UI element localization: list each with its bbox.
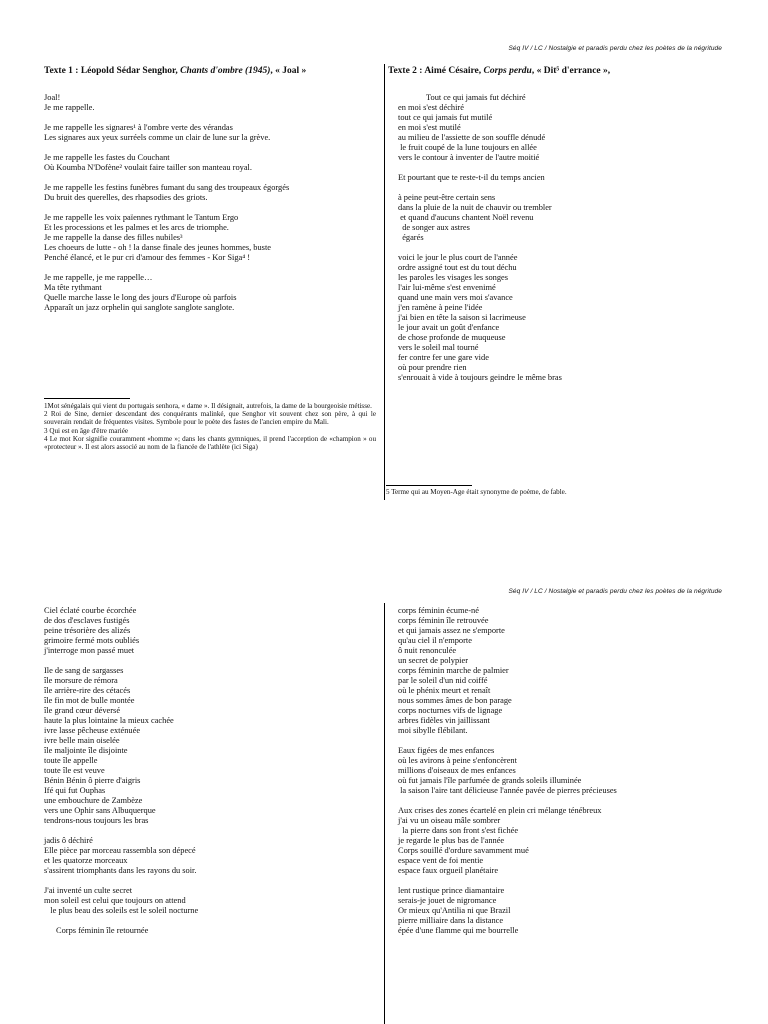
poem-line: Où Koumba N'Dofène² voulait faire tailler son manteau royal. — [44, 163, 252, 172]
poem-line — [398, 796, 617, 806]
poem-line: Eaux figées de mes enfances — [398, 746, 495, 755]
poem-line: les paroles les visages les songes — [398, 273, 509, 282]
poem-line: Je me rappelle, je me rappelle… — [44, 273, 153, 282]
poem-line: le jour avait un goût d'enfance — [398, 323, 500, 332]
page2-right-poem — [398, 606, 617, 936]
poem-line: où pour prendre rien — [398, 363, 467, 372]
poem-line: en moi s'est déchiré — [398, 103, 464, 112]
poem-line — [398, 183, 562, 193]
text2-label: Texte 2 : Aimé Césaire, — [388, 66, 484, 76]
poem-line: Corps souillé d'ordure savamment mué — [398, 846, 529, 855]
footnote: 2 Roi de Sine, dernier descendant des conquérants malinké, que Senghor vit souvent chez son père, à qui le souverain rendait de fréquentes visites. Symbole pour le poète des fastes de l'ancien empire du Mali. — [44, 410, 376, 427]
poem-line: jadis ô déchiré — [44, 836, 93, 845]
poem-line: corps féminin île retrouvée — [398, 616, 489, 625]
text2-work: Corps perdu — [483, 66, 532, 76]
text1-poem — [44, 93, 289, 313]
poem-line: Elle pièce par morceau rassembla son dépecé — [44, 846, 196, 855]
text2-title: , « Dit⁵ d'errance », — [531, 66, 611, 76]
poem-line: millions d'oiseaux de mes enfances — [398, 766, 516, 775]
poem-line: Je me rappelle les signares¹ à l'ombre verte des vérandas — [44, 123, 233, 132]
footnote: 4 Le mot Kor signifie couramment «homme »; dans les chants gymniques, il prend l'acception de «champion » ou «protecteur ». Il est alors associé au nom de la fiancée de l'athlète (ici Siga) — [44, 434, 376, 452]
poem-line: île morsure de rémora — [44, 676, 118, 685]
poem-line: pierre milliaire dans la distance — [398, 916, 504, 925]
poem-line: espace faux orgueil planétaire — [398, 866, 499, 875]
poem-line: haute la plus lointaine la mieux cachée — [44, 716, 174, 725]
poem-line: Apparaît un jazz orphelin qui sanglote sanglote sanglote. — [44, 303, 235, 312]
poem-line: Or mieux qu'Antilia ni que Brazil — [398, 906, 511, 915]
poem-line: le fruit coupé de la lune toujours en allée — [398, 143, 537, 152]
poem-line: la saison l'aire tant délicieuse l'année pavée de pierres précieuses — [398, 786, 617, 795]
poem-line: grimoire fermé mots oubliés — [44, 636, 140, 645]
poem-line: vers le contour à inventer de l'autre moitié — [398, 153, 540, 162]
poem-line: Les choeurs de lutte - oh ! la danse finale des jeunes hommes, buste — [44, 243, 271, 252]
text2-heading — [388, 66, 610, 76]
poem-line: où le phénix meurt et renaît — [398, 686, 491, 695]
poem-line: j'en ramène à peine l'idée — [398, 303, 483, 312]
poem-line: toute île appelle — [44, 756, 98, 765]
poem-line: ivre belle main oiselée — [44, 736, 120, 745]
footnote: 1Mot sénégalais qui vient du portugais senhora, « dame ». Il désignait, autrefois, la dame de la bourgeoisie métisse. — [44, 402, 372, 410]
running-header-top: Séq IV / LC / Nostalgie et paradis perdu chez les poètes de la négritude — [508, 45, 722, 52]
poem-line: un secret de polypier — [398, 656, 468, 665]
poem-line — [398, 876, 617, 886]
poem-line: île grand cœur déversé — [44, 706, 121, 715]
poem-line — [44, 876, 198, 886]
footnote-rule-right — [386, 485, 472, 486]
poem-line: lent rustique prince diamantaire — [398, 886, 505, 895]
poem-line: arbres fidèles vin jaillissant — [398, 716, 490, 725]
poem-line: l'air lui-même s'est envenimé — [398, 283, 496, 292]
poem-line: et quand d'aucuns chantent Noël revenu — [398, 213, 534, 222]
poem-line — [44, 143, 289, 153]
poem-line — [398, 163, 562, 173]
poem-line: vers le soleil mal tourné — [398, 343, 479, 352]
poem-line — [44, 826, 198, 836]
poem-line — [398, 736, 617, 746]
footnote: 3 Qui est en âge d'être mariée — [44, 426, 128, 435]
text1-title: , « Joal » — [270, 66, 307, 76]
page2-left-poem — [44, 606, 198, 936]
poem-line: j'ai bien en tête la saison si lacrimeuse — [398, 313, 526, 322]
poem-line — [44, 916, 198, 926]
poem-line: Penché élancé, et le pur cri d'amour des femmes - Kor Siga⁴ ! — [44, 253, 251, 262]
poem-line: tendrons-nous toujours les bras — [44, 816, 149, 825]
poem-line: Ile de sang de sargasses — [44, 666, 124, 675]
poem-line: j'ai vu un oiseau mâle sombrer — [398, 816, 501, 825]
poem-line: voici le jour le plus court de l'année — [398, 253, 518, 262]
poem-line: peine trésorière des alizés — [44, 626, 131, 635]
poem-line: corps féminin marche de palmier — [398, 666, 509, 675]
column-divider-page1 — [384, 64, 385, 500]
poem-line: où fut jamais l'île parfumée de grands soleils illuminée — [398, 776, 582, 785]
poem-line: île fin mot de bulle montée — [44, 696, 135, 705]
poem-line: ô nuit renonculée — [398, 646, 457, 655]
poem-line: Je me rappelle les voix païennes rythmant le Tantum Ergo — [44, 213, 239, 222]
poem-line — [44, 263, 289, 273]
poem-line: corps nocturnes vifs de lignage — [398, 706, 503, 715]
poem-line: Les signares aux yeux surréels comme un clair de lune sur la grève. — [44, 133, 271, 142]
poem-line: Ma tête rythmant — [44, 283, 102, 292]
poem-line: Bénin Bénin ô pierre d'aigris — [44, 776, 141, 785]
poem-line: mon soleil est celui que toujours on attend — [44, 896, 186, 905]
poem-line: Quelle marche lasse le long des jours d'Europe où parfois — [44, 293, 237, 302]
poem-line — [44, 656, 198, 666]
poem-line: ordre assigné tout est du tout déchu — [398, 263, 517, 272]
column-divider-page2 — [384, 603, 385, 1024]
text1-label: Texte 1 : Léopold Sédar Senghor, — [44, 66, 181, 76]
poem-line: Ifé qui fut Ouphas — [44, 786, 106, 795]
poem-line: Je me rappelle la danse des filles nubiles³ — [44, 233, 183, 242]
poem-line: et qui jamais assez ne s'emporte — [398, 626, 505, 635]
poem-line: Ciel éclaté courbe écorchée — [44, 606, 137, 615]
poem-line: Je me rappelle les fastes du Couchant — [44, 153, 170, 162]
poem-line: Je me rappelle. — [44, 103, 95, 112]
poem-line: espace vent de foi mentie — [398, 856, 484, 865]
poem-line: à peine peut-être certain sens — [398, 193, 496, 202]
poem-line: dans la pluie de la nuit de chauvir ou trembler — [398, 203, 552, 212]
poem-line: qu'au ciel il n'emporte — [398, 636, 472, 645]
poem-line: une embouchure de Zambèze — [44, 796, 143, 805]
poem-line: s'assirent triomphants dans les rayons du soir. — [44, 866, 197, 875]
poem-line: Corps féminin île retournée — [56, 926, 149, 935]
text1-work: Chants d'ombre (1945) — [180, 66, 271, 76]
poem-line: île maljointe île disjointe — [44, 746, 128, 755]
poem-line: où les avirons à peine s'enfoncèrent — [398, 756, 517, 765]
text1-footnotes — [44, 402, 376, 451]
text1-heading — [44, 66, 306, 76]
poem-line: moi sibylle flébilant. — [398, 726, 468, 735]
poem-line: Joal! — [44, 93, 61, 102]
poem-line: île arrière-rire des cétacés — [44, 686, 131, 695]
poem-line: Tout ce qui jamais fut déchiré — [426, 93, 526, 102]
poem-line — [44, 113, 289, 123]
poem-line: Aux crises des zones écartelé en plein cri mélange ténébreux — [398, 806, 602, 815]
poem-line: j'interroge mon passé muet — [44, 646, 135, 655]
poem-line: de songer aux astres — [398, 223, 470, 232]
poem-line: s'enrouait à vide à toujours geindre le même bras — [398, 373, 562, 382]
poem-line — [44, 203, 289, 213]
poem-line: serais-je jouet de nigromance — [398, 896, 497, 905]
poem-line: la pierre dans son front s'est fichée — [398, 826, 519, 835]
poem-line: égarés — [398, 233, 424, 242]
running-header-bottom: Séq IV / LC / Nostalgie et paradis perdu chez les poètes de la négritude — [508, 588, 722, 595]
poem-line: le plus beau des soleils est le soleil nocturne — [44, 906, 199, 915]
poem-line: en moi s'est mutilé — [398, 123, 461, 132]
poem-line — [44, 173, 289, 183]
poem-line: quand une main vers moi s'avance — [398, 293, 513, 302]
text2-poem — [398, 93, 562, 383]
poem-line: Du bruit des querelles, des rhapsodies des griots. — [44, 193, 208, 202]
footnote-rule-left — [44, 398, 130, 399]
poem-line: nous sommes âmes de bon parage — [398, 696, 512, 705]
poem-line: Et pourtant que te reste-t-il du temps ancien — [398, 173, 545, 182]
poem-line: toute île est veuve — [44, 766, 105, 775]
poem-line: tout ce qui jamais fut mutilé — [398, 113, 493, 122]
poem-line — [398, 243, 562, 253]
poem-line: au milieu de l'assiette de son souffle dénudé — [398, 133, 546, 142]
text2-footnote: 5 Terme qui au Moyen-Age était synonyme de poème, de fable. — [386, 488, 567, 496]
poem-line: Et les processions et les palmes et les arcs de triomphe. — [44, 223, 229, 232]
poem-line: par le soleil d'un nid coiffé — [398, 676, 488, 685]
poem-line: vers une Ophir sans Albuquerque — [44, 806, 156, 815]
poem-line: ivre lasse pêcheuse exténuée — [44, 726, 141, 735]
poem-line: corps féminin écume-né — [398, 606, 479, 615]
poem-line: de dos d'esclaves fustigés — [44, 616, 130, 625]
poem-line: de chose profonde de muqueuse — [398, 333, 506, 342]
poem-line: J'ai inventé un culte secret — [44, 886, 133, 895]
poem-line: Je me rappelle les festins funèbres fumant du sang des troupeaux égorgés — [44, 183, 290, 192]
poem-line: et les quatorze morceaux — [44, 856, 128, 865]
poem-line: fer contre fer une gare vide — [398, 353, 489, 362]
poem-line: épée d'une flamme qui me bourrelle — [398, 926, 519, 935]
poem-line: je regarde le plus bas de l'année — [398, 836, 505, 845]
